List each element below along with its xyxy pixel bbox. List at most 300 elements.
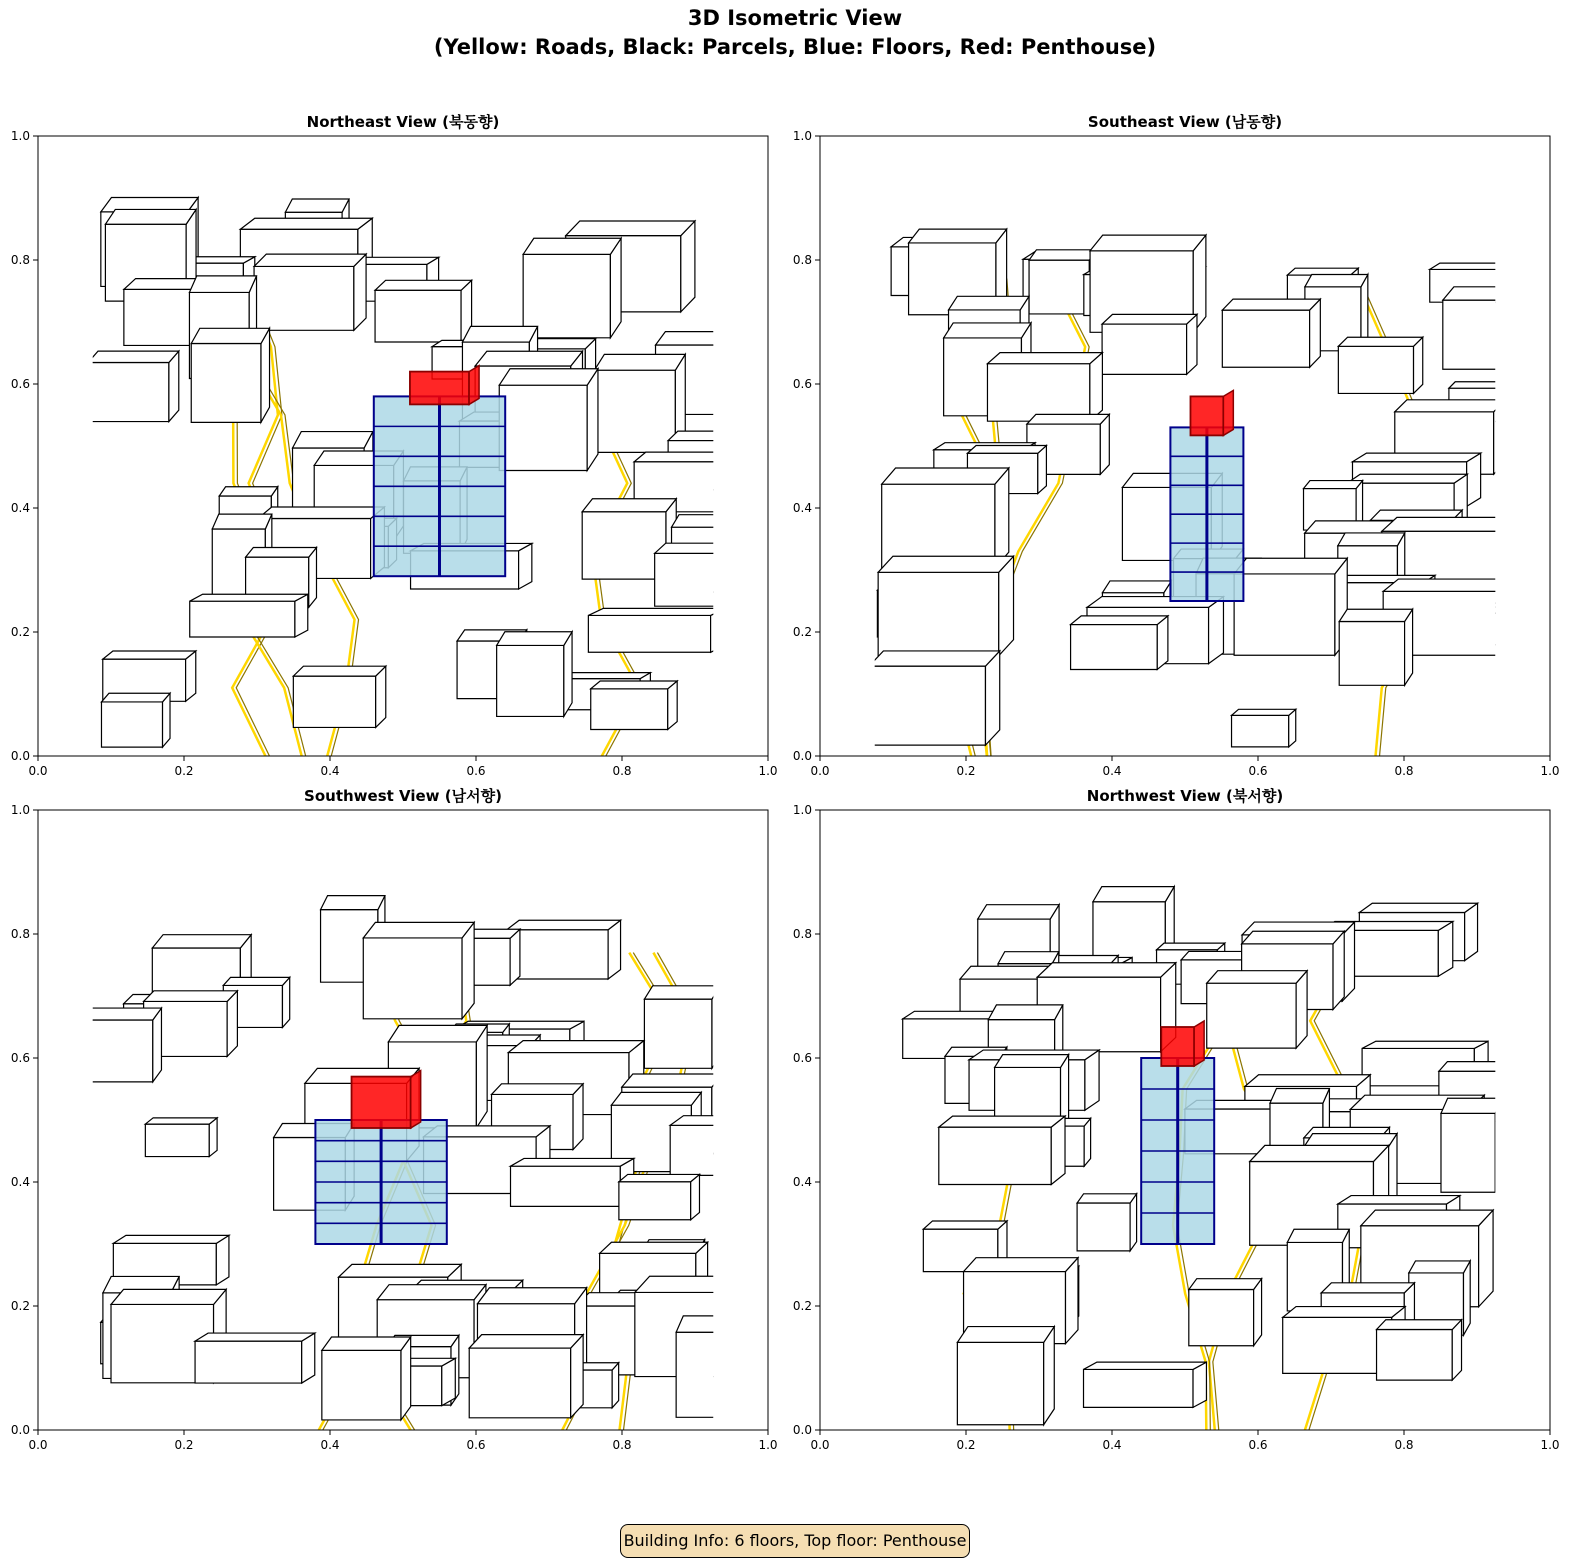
parcel-roof [511,1158,634,1166]
parcel-roof [258,507,385,519]
parcel-roof [1339,609,1412,621]
parcel-side [729,452,741,512]
parcel-side [462,922,474,1018]
x-tick-label: 0.2 [956,1438,976,1452]
parcel-roof [462,326,537,342]
parcel-roof [191,328,269,343]
parcel-side [1090,353,1103,422]
parcel-roof [1383,579,1522,591]
parcel-roof [1222,299,1320,310]
parcel-roof [957,1327,1054,1343]
parcel-roof [1361,1210,1493,1226]
parcel-block [1339,609,1412,685]
parcel-block [1084,1362,1207,1407]
parcel-roof [189,276,256,293]
parcel-roof [507,920,621,929]
parcel-roof [113,1235,229,1243]
parcel-side [999,556,1014,656]
parcel-roof [1443,287,1545,300]
parcel-front [145,1124,209,1156]
parcel-roof [1409,1261,1470,1273]
parcel-front [507,930,608,979]
y-tick-label: 1.0 [10,129,30,143]
parcel-block [670,1116,792,1176]
parcel-roof [469,1335,583,1348]
parcel-side [985,651,999,745]
parcel-roof [1102,314,1197,324]
parcel-roof [1338,533,1405,546]
x-tick-label: 0.8 [1394,1438,1414,1452]
parcel-front [591,689,668,730]
y-tick-label: 0.8 [792,927,812,941]
parcel-roof [475,351,582,366]
y-tick-label: 0.2 [10,625,30,639]
parcel-front [375,290,461,342]
parcel-roof [1430,263,1523,269]
parcel-roof [582,499,676,512]
parcel-roof [212,514,272,529]
parcel-roof [219,487,278,496]
parcel-block [1232,709,1296,747]
y-tick-label: 0.0 [10,749,30,763]
target-building [1141,1021,1214,1244]
y-tick-label: 1.0 [10,803,30,817]
parcel-front [322,1350,401,1420]
x-tick-label: 0.6 [466,1438,486,1452]
parcel-side [681,221,695,312]
parcel-roof [1084,1362,1207,1369]
parcel-block [869,651,1000,745]
parcel-front [499,385,587,470]
parcel-side [1494,400,1506,474]
parcel-block [375,280,472,342]
parcel-front [594,370,675,452]
parcel-block [191,328,269,422]
parcel-side [995,468,1009,568]
parcel-roof [1449,382,1507,388]
parcel-roof [878,556,1013,572]
parcel-block [1443,287,1545,369]
y-tick-label: 0.8 [792,253,812,267]
parcel-roof [1439,1062,1517,1072]
parcel-front [1234,574,1335,655]
penthouse [352,1077,411,1128]
parcel-roof [998,952,1059,964]
parcel-roof [103,651,196,659]
y-tick-label: 0.4 [792,1175,812,1189]
parcel-front [1377,1330,1453,1381]
x-tick-label: 0.8 [1394,764,1414,778]
parcel-block [676,1316,742,1417]
parcel-roof [1093,887,1174,902]
parcel-roof [1181,951,1250,959]
parcel-side [1333,931,1344,1009]
parcel-roof [144,991,238,1002]
parcel-front [82,1020,153,1082]
y-tick-label: 0.6 [792,377,812,391]
parcel-block [939,1116,1065,1184]
parcel-roof [223,977,289,985]
scene-1 [88,198,757,756]
parcel-side [1209,597,1224,664]
parcel-roof [611,1092,701,1105]
parcel-front [619,1182,691,1220]
parcel-roof [995,1055,1069,1068]
x-tick-label: 0.0 [28,1438,48,1452]
parcel-side [354,254,366,330]
parcel-roof [1338,1196,1460,1204]
parcel-front [1102,324,1187,374]
parcel-roof [1029,250,1097,260]
figure-title-line2: (Yellow: Roads, Black: Parcels, Blue: Floors, Red: Penthouse) [433,35,1157,59]
x-tick-label: 0.2 [956,764,976,778]
parcel-roof [923,1221,1007,1229]
x-tick-label: 0.6 [1248,1438,1268,1452]
parcel-side [571,1335,583,1418]
parcel-block [507,920,621,979]
parcel-side [734,1316,741,1417]
x-tick-label: 0.6 [1248,764,1268,778]
parcel-roof [635,1276,771,1292]
parcel-block [1338,337,1422,393]
parcel-roof [152,935,251,948]
x-tick-label: 0.4 [1102,764,1122,778]
parcel-roof [1359,903,1477,912]
parcel-block [195,1333,315,1383]
target-building [1170,390,1243,601]
parcel-block [1102,314,1197,374]
parcel-roof [1304,481,1363,489]
parcel-block [190,594,308,637]
parcel-side [1533,287,1544,369]
x-tick-label: 0.2 [174,764,194,778]
parcel-block [254,254,366,330]
parcel-front [497,645,564,716]
subplot-3 [11,787,792,1452]
parcel-front [939,1127,1051,1184]
x-tick-label: 1.0 [758,764,778,778]
figure-title-line1: 3D Isometric View [687,6,903,30]
parcel-side [736,332,746,415]
y-tick-label: 0.2 [10,1299,30,1313]
parcel-block [322,1337,411,1420]
penthouse-side [1223,390,1233,435]
x-tick-label: 0.0 [810,764,830,778]
parcel-front [1443,300,1533,369]
target-building [374,366,505,577]
parcel-side [1085,1050,1099,1110]
parcel-roof [1270,1089,1329,1104]
parcel-roof [492,1084,583,1095]
parcel-roof [293,432,373,448]
parcel-block [511,1158,634,1206]
parcel-roof [1283,1307,1405,1318]
penthouse-side [1194,1021,1204,1066]
parcel-roof [1352,453,1480,462]
penthouse [410,372,469,405]
parcel-roof [882,468,1009,484]
parcel-roof [1189,1279,1262,1290]
parcel-roof [1090,235,1206,251]
parcel-roof [195,1333,315,1341]
parcel-roof [869,651,1000,666]
parcel-side [748,431,758,490]
building-info-box: Building Info: 6 floors, Top floor: Penthouse [620,1524,970,1558]
parcel-roof [1234,558,1347,574]
parcel-roof [240,218,372,229]
parcel-roof [1377,1320,1462,1330]
parcel-roof [377,1285,486,1300]
parcel-roof [1347,474,1467,483]
x-tick-label: 0.4 [1102,1438,1122,1452]
parcel-block [1234,558,1347,655]
parcel-side [1500,382,1506,422]
parcel-roof [246,547,317,557]
parcel-front [1077,1203,1130,1251]
parcel-side [610,238,621,338]
x-tick-label: 1.0 [1540,764,1560,778]
parcel-block [82,1008,161,1082]
parcel-roof [88,351,179,362]
y-tick-label: 0.2 [792,625,812,639]
parcel-side [1044,1327,1055,1425]
subplot-title: Southwest View (남서향) [304,787,502,805]
parcel-roof [1207,971,1307,983]
parcel-front [469,1348,570,1418]
parcel-block [497,632,572,717]
parcel-front [101,702,162,747]
parcel-roof [978,905,1059,919]
parcel-roof [634,452,741,462]
parcel-side [1296,971,1307,1048]
parcel-roof [1441,1098,1502,1113]
parcel-block [1077,1194,1137,1251]
parcel-front [582,512,666,579]
parcel-block [957,1327,1054,1425]
parcel-front [644,999,712,1068]
parcel-roof [1245,1075,1370,1087]
parcel-block [523,238,621,338]
x-tick-label: 0.0 [810,1438,830,1452]
parcel-roof [670,1116,792,1126]
parcel-block [655,543,756,606]
parcel-roof [1157,943,1225,950]
parcel-roof [1037,963,1176,977]
parcel-front [676,1332,734,1417]
parcel-roof [101,693,170,702]
parcel-roof [363,922,474,938]
parcel-block [1222,299,1320,367]
parcel-block [1377,1320,1462,1380]
parcel-roof [339,1264,462,1277]
parcel-front [1338,346,1413,393]
x-tick-label: 0.8 [612,764,632,778]
penthouse [1190,396,1223,435]
parcel-roof [909,229,1007,243]
parcel-side [712,1074,723,1155]
y-tick-label: 0.0 [10,1423,30,1437]
y-tick-label: 1.0 [792,803,812,817]
parcel-roof [619,1174,700,1181]
parcel-roof [285,199,349,212]
parcel-roof [1395,400,1506,412]
y-tick-label: 0.8 [10,253,30,267]
parcel-front [523,254,610,337]
parcel-side [1310,299,1321,367]
parcel-front [511,1166,621,1206]
parcel-roof [949,296,1029,310]
parcel-side [1509,1062,1518,1122]
y-tick-label: 0.4 [10,501,30,515]
parcel-roof [145,1118,217,1124]
parcel-side [745,543,756,606]
parcel-block [293,666,385,727]
parcel-roof [939,1116,1065,1127]
parcel-front [957,1342,1043,1424]
parcel-roof [672,515,740,527]
parcel-roof [622,1074,723,1087]
parcel-side [1512,263,1522,302]
parcel-side [1479,1210,1493,1307]
parcel-roof [644,986,720,999]
parcel-side [476,1025,487,1128]
parcel-roof [388,1025,487,1042]
y-tick-label: 0.4 [10,1175,30,1189]
parcel-roof [293,666,385,676]
parcel-front [190,601,295,637]
parcel-block [469,1335,583,1418]
x-tick-label: 0.6 [466,764,486,778]
y-tick-label: 1.0 [792,129,812,143]
y-tick-label: 0.6 [792,1051,812,1065]
parcel-roof [1077,1194,1137,1203]
parcel-roof [1250,1145,1389,1161]
subplot-1 [11,113,778,778]
parcel-front [254,266,354,330]
parcel-block [101,693,170,747]
y-tick-label: 0.6 [10,377,30,391]
parcel-roof [656,332,746,345]
parcel-roof [321,896,385,910]
parcel-roof [254,254,366,266]
parcel-roof [1027,414,1109,424]
y-tick-label: 0.4 [792,501,812,515]
parcel-roof [508,1041,643,1053]
parcel-block [1189,1279,1262,1346]
parcel-roof [676,1316,742,1332]
parcel-roof [600,1242,708,1253]
parcel-front [1029,260,1089,314]
penthouse [1161,1027,1194,1066]
parcel-roof [105,209,196,224]
parcel-roof [190,594,308,601]
parcel-front [1339,622,1404,686]
parcel-roof [588,608,725,615]
parcel-side [401,1337,411,1420]
subplot-2 [793,113,1560,778]
subplot-title: Northeast View (북동향) [306,113,500,131]
x-tick-label: 1.0 [758,1438,778,1452]
parcel-side [1495,1098,1502,1192]
parcel-roof [1287,1229,1349,1242]
parcel-front [1207,983,1296,1048]
parcel-front [878,572,999,655]
parcel-roof [111,1289,226,1304]
parcel-roof [1305,274,1368,286]
parcel-front [195,1341,302,1383]
parcel-block [499,369,598,471]
parcel-block [619,1174,700,1219]
subplot-4 [793,787,1560,1452]
parcel-roof [967,446,1046,454]
parcel-roof [566,221,695,236]
parcel-roof [655,543,756,553]
parcel-front [1441,1113,1495,1192]
y-tick-label: 0.0 [792,749,812,763]
parcel-block [878,556,1013,656]
parcel-block [1207,971,1307,1048]
parcel-roof [82,1008,161,1020]
parcel-side [1051,1116,1065,1184]
x-tick-label: 0.2 [174,1438,194,1452]
parcel-block [591,681,677,729]
parcel-roof [964,1258,1078,1272]
parcel-block [1071,616,1168,670]
x-tick-label: 0.8 [612,1438,632,1452]
parcel-roof [1232,709,1296,715]
subplot-title: Northwest View (북서향) [1086,787,1284,805]
y-tick-label: 0.8 [10,927,30,941]
parcel-block [987,353,1102,422]
parcel-front [1283,1317,1392,1373]
penthouse-side [411,1071,421,1128]
parcel-front [1222,310,1309,367]
x-tick-label: 0.4 [320,764,340,778]
parcel-roof [1071,616,1168,625]
parcel-block [588,608,725,652]
parcel-block [644,986,720,1068]
parcel-side [1066,1258,1078,1344]
y-tick-label: 0.2 [792,1299,812,1313]
subplot-title: Southeast View (남동향) [1087,113,1283,131]
parcel-roof [1362,1041,1488,1048]
parcel-front [588,615,710,652]
x-tick-label: 0.4 [320,1438,340,1452]
parcel-side [1507,579,1522,655]
parcel-roof [1321,1283,1414,1293]
scene-2 [869,229,1556,756]
y-tick-label: 0.6 [10,1051,30,1065]
parcel-side [732,515,739,592]
parcel-front [191,343,261,422]
parcel-roof [477,1288,586,1304]
x-tick-label: 0.0 [28,764,48,778]
parcel-roof [1338,337,1422,346]
parcel-block [1441,1098,1502,1192]
parcel-roof [322,1337,411,1350]
scene-4 [903,887,1517,1430]
parcel-front [869,666,985,745]
parcel-front [1084,1369,1194,1407]
parcel-roof [944,323,1031,338]
parcel-roof [1242,931,1345,944]
parcel-front [655,553,745,606]
parcel-side [587,369,598,471]
parcel-front [1232,715,1289,747]
penthouse-side [469,366,479,405]
scene-3 [82,896,792,1430]
parcel-side [1505,517,1520,603]
